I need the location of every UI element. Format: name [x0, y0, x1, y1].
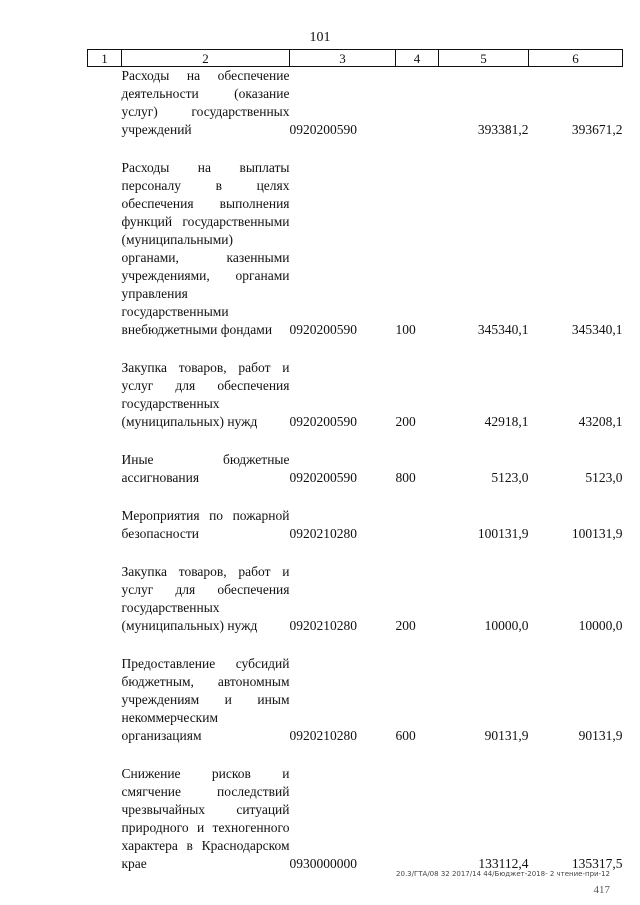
expense-name: Предоставление субсидий бюджетным, автономным учреждениям и иным некоммерческим организациям [121, 656, 290, 743]
amount-col6: 135317,5 [571, 856, 623, 871]
table-row [88, 507, 623, 543]
expense-type: 800 [395, 470, 416, 485]
expense-type: 200 [395, 618, 416, 633]
empty-cell [88, 655, 122, 745]
amount-col6: 5123,0 [585, 470, 623, 485]
table-row [88, 67, 623, 140]
expense-type: 600 [395, 728, 416, 743]
table-row [88, 765, 623, 873]
expense-name: Закупка товаров, работ и услуг для обеспечения государственных (муниципальных) нужд [121, 360, 290, 429]
target-code: 0920210280 [289, 728, 357, 743]
expense-type: 100 [395, 322, 416, 337]
amount-col5: 5123,0 [491, 470, 529, 485]
row-spacer [88, 339, 623, 359]
amount-col5: 90131,9 [484, 728, 529, 743]
target-code: 0920200590 [289, 470, 357, 485]
amount-col6: 100131,9 [571, 526, 623, 541]
budget-table [87, 49, 623, 873]
expense-name: Расходы на обеспечение деятельности (оказание услуг) государственных учреждений [121, 68, 290, 137]
table-row [88, 655, 623, 745]
header-row [88, 50, 623, 67]
empty-cell [88, 563, 122, 635]
row-spacer [88, 139, 623, 159]
print-stamp: 20.3/ГТА/08 32 2017/14 44/Бюджет-2018- 2 чтение-при-12 [396, 870, 610, 878]
sheet-number: 417 [593, 884, 610, 896]
amount-col5: 345340,1 [477, 322, 529, 337]
empty-cell [88, 765, 122, 873]
column-header: 2 [122, 50, 290, 67]
expense-name: Иные бюджетные ассигнования [121, 452, 290, 485]
amount-col5: 42918,1 [484, 414, 529, 429]
row-spacer [88, 635, 623, 655]
row-spacer [88, 487, 623, 507]
amount-col6: 43208,1 [578, 414, 623, 429]
expense-name: Расходы на выплаты персоналу в целях обеспечения выполнения функций государственными (муниципальными) органами, казенными учреждениями, органами управления государственными внебюджетными фондами [121, 160, 290, 337]
target-code: 0920200590 [289, 414, 357, 429]
expense-type: 200 [395, 414, 416, 429]
page-number: 101 [309, 30, 331, 45]
amount-col5: 100131,9 [477, 526, 529, 541]
empty-cell [88, 159, 122, 339]
column-header: 6 [529, 50, 623, 67]
column-header: 1 [88, 50, 122, 67]
table-row [88, 159, 623, 339]
expense-type [396, 765, 439, 873]
expense-name: Закупка товаров, работ и услуг для обеспечения государственных (муниципальных) нужд [121, 564, 290, 633]
amount-col5: 133112,4 [478, 856, 529, 871]
expense-name: Снижение рисков и смягчение последствий чрезвычайных ситуаций природного и техногенного характера в Краснодарском крае [121, 766, 290, 871]
row-spacer [88, 745, 623, 765]
empty-cell [88, 67, 122, 140]
expense-type [396, 507, 439, 543]
table-row [88, 359, 623, 431]
column-header: 5 [439, 50, 529, 67]
row-spacer [88, 431, 623, 451]
expense-name: Мероприятия по пожарной безопасности [121, 508, 290, 541]
amount-col6: 393671,2 [571, 122, 623, 137]
empty-cell [88, 507, 122, 543]
empty-cell [88, 359, 122, 431]
target-code: 0920200590 [289, 122, 357, 137]
column-header: 4 [396, 50, 439, 67]
amount-col6: 90131,9 [578, 728, 623, 743]
table-row [88, 451, 623, 487]
amount-col6: 10000,0 [578, 618, 623, 633]
target-code: 0920210280 [289, 526, 357, 541]
column-header: 3 [290, 50, 396, 67]
amount-col6: 345340,1 [571, 322, 623, 337]
target-code: 0930000000 [289, 856, 357, 871]
table-row [88, 563, 623, 635]
target-code: 0920200590 [289, 322, 357, 337]
empty-cell [88, 451, 122, 487]
row-spacer [88, 543, 623, 563]
expense-type [396, 67, 439, 140]
amount-col5: 10000,0 [484, 618, 529, 633]
target-code: 0920210280 [289, 618, 357, 633]
amount-col5: 393381,2 [477, 122, 529, 137]
